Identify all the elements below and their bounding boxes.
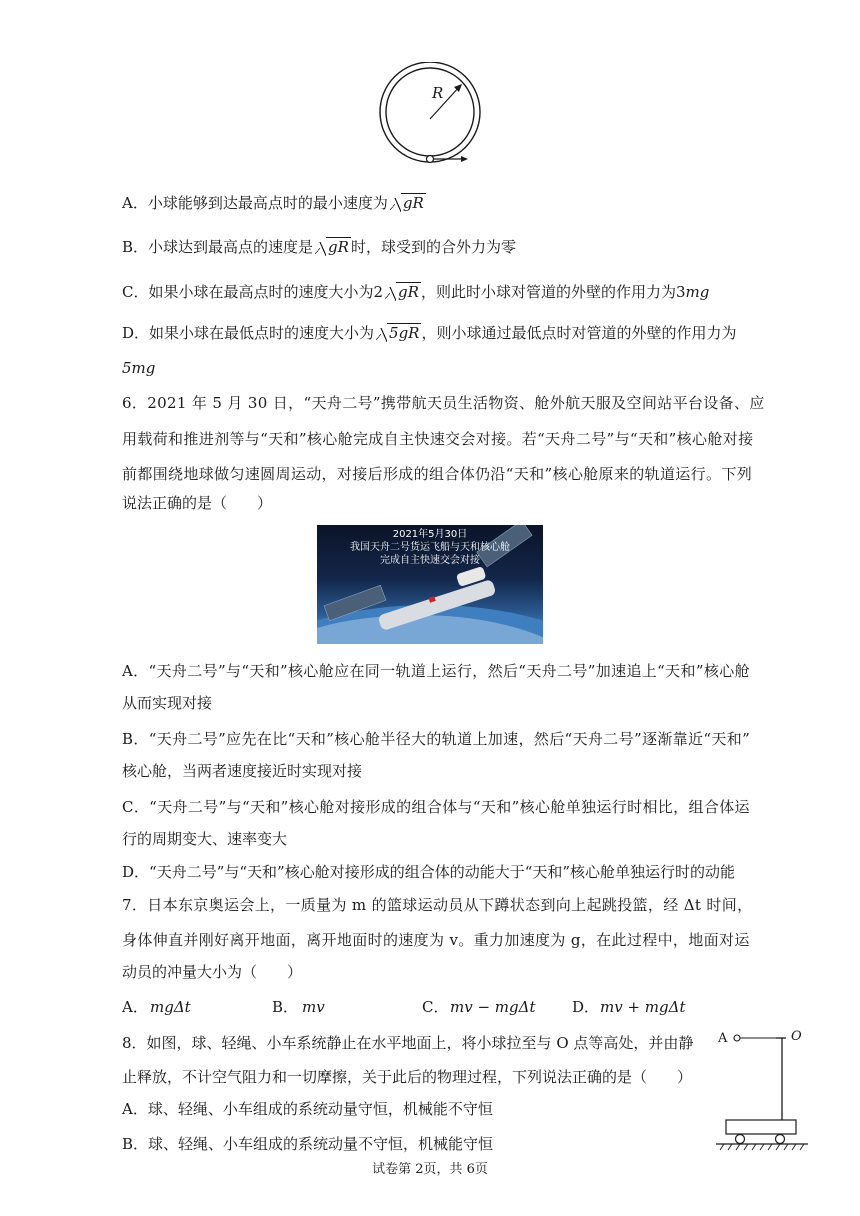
q5-option-d (122, 323, 737, 343)
q5-option-d-post: ，则小球通过最低点时对管道的外壁的作用力为 (421, 324, 737, 342)
outer-circle (380, 62, 480, 162)
q7-stem-line-3: 动员的冲量大小为（ ） (122, 963, 303, 981)
q5-option-c-math: gR (398, 283, 419, 301)
q8-option-a: A．球、轻绳、小车组成的系统动量守恒，机械能不守恒 (122, 1100, 493, 1118)
sqrt-symbol (385, 282, 421, 302)
q8-stem-line-2: 止释放，不计空气阻力和一切摩擦，关于此后的物理过程，下列说法正确的是（ ） (122, 1068, 693, 1086)
q7-option-b-value: mv (302, 998, 325, 1016)
q6-option-b-line-1: B．“天舟二号”应先在比“天和”核心舱半径大的轨道上加速，然后“天舟二号”逐渐靠近“天和” (122, 730, 751, 748)
q6-stem-line-3: 前都围绕地球做匀速圆周运动，对接后形成的组合体仍沿“天和”核心舱原来的轨道运行。下列 (122, 465, 753, 483)
q7-option-c-label: C． (422, 998, 449, 1016)
label-a: A (718, 1031, 728, 1046)
inner-circle (386, 68, 474, 156)
q5-option-c (122, 282, 709, 302)
label-o: O (791, 1029, 802, 1044)
q6-option-a-line-2: 从而实现对接 (122, 694, 213, 712)
q5-option-d-pre: D．如果小球在最低点时的速度大小为 (122, 324, 375, 342)
q5-option-a (122, 193, 426, 213)
q6-option-a-line-1: A．“天舟二号”与“天和”核心舱应在同一轨道上运行，然后“天舟二号”加速追上“天和”核心舱 (122, 662, 750, 680)
q6-option-d: D．“天舟二号”与“天和”核心舱对接形成的组合体的动能大于“天和”核心舱单独运行时的动能 (122, 863, 736, 881)
cart-wheel-right (776, 1135, 785, 1144)
photo-caption-line-3: 完成自主快速交会对接 (380, 555, 480, 566)
q7-option-a-value: mgΔt (150, 998, 191, 1016)
q6-option-b-line-2: 核心舱，当两者速度接近时实现对接 (122, 762, 363, 780)
sqrt-symbol (376, 323, 421, 343)
radius-label: R (432, 84, 444, 102)
q7-option-d-label: D． (572, 998, 600, 1016)
sqrt-symbol (390, 193, 426, 213)
q5-option-b (122, 237, 516, 257)
ground-hatching (720, 1144, 804, 1150)
q5-option-d-line2: 5mg (122, 359, 156, 377)
q6-stem-line-1: 6．2021 年 5 月 30 日，“天舟二号”携带航天员生活物资、舱外航天服及空间站平台设备、应 (122, 394, 765, 412)
photo-caption-line-1: 2021年5月30日 (392, 529, 468, 540)
cart-wheel-left (736, 1135, 745, 1144)
q5-option-a-math: gR (402, 194, 424, 212)
circular-tube-figure (376, 62, 486, 170)
q7-option-d-value: mv + mgΔt (600, 998, 686, 1016)
q7-option-a-label: A． (122, 998, 148, 1016)
q6-option-c-line-1: C．“天舟二号”与“天和”核心舱对接形成的组合体与“天和”核心舱单独运行时相比，组合体运 (122, 798, 750, 816)
cart-pendulum-figure (716, 1024, 812, 1154)
ball (734, 1035, 740, 1041)
q7-stem-line-1: 7．日本东京奥运会上，一质量为 m 的篮球运动员从下蹲状态到向上起跳投篮，经 Δt 时间， (122, 896, 753, 914)
cart-body (726, 1120, 796, 1134)
velocity-arrowhead (461, 156, 468, 162)
q6-stem-line-4: 说法正确的是（ ） (122, 494, 273, 512)
page-footer: 试卷第 2页，共 6页 (372, 1162, 488, 1177)
small-ball (427, 156, 434, 163)
q8-option-b: B．球、轻绳、小车组成的系统动量不守恒，机械能守恒 (122, 1135, 494, 1153)
photo-caption-line-2: 我国天舟二号货运飞船与天和核心舱 (350, 542, 510, 553)
q5-option-c-tail: mg (685, 283, 710, 301)
sqrt-symbol (315, 237, 351, 257)
docking-photo (317, 525, 543, 644)
q7-stem-line-2: 身体伸直并刚好离开地面，离开地面时的速度为 v。重力加速度为 g，在此过程中，地面对运 (122, 931, 750, 949)
q5-option-b-pre: B．小球达到最高点的速度是 (122, 238, 314, 256)
q5-option-c-pre: C．如果小球在最高点时的速度大小为2 (122, 283, 384, 301)
q6-option-c-line-2: 行的周期变大、速率变大 (122, 830, 288, 848)
q7-option-c-value: mv − mgΔt (450, 998, 536, 1016)
q5-option-b-post: 时，球受到的合外力为零 (350, 238, 516, 256)
q7-option-b-label: B． (272, 998, 299, 1016)
q5-option-d-math: 5gR (389, 324, 420, 342)
q5-option-c-post: ，则此时小球对管道的外壁的作用力为3 (420, 283, 686, 301)
q5-option-a-text: A．小球能够到达最高点时的最小速度为 (122, 194, 388, 212)
q8-stem-line-1: 8．如图，球、轻绳、小车系统静止在水平地面上，将小球拉至与 O 点等高处，并由静 (122, 1034, 694, 1052)
q5-option-b-math: gR (328, 238, 349, 256)
q6-stem-line-2: 用载荷和推进剂等与“天和”核心舱完成自主快速交会对接。若“天舟二号”与“天和”核心舱对接 (122, 430, 754, 448)
